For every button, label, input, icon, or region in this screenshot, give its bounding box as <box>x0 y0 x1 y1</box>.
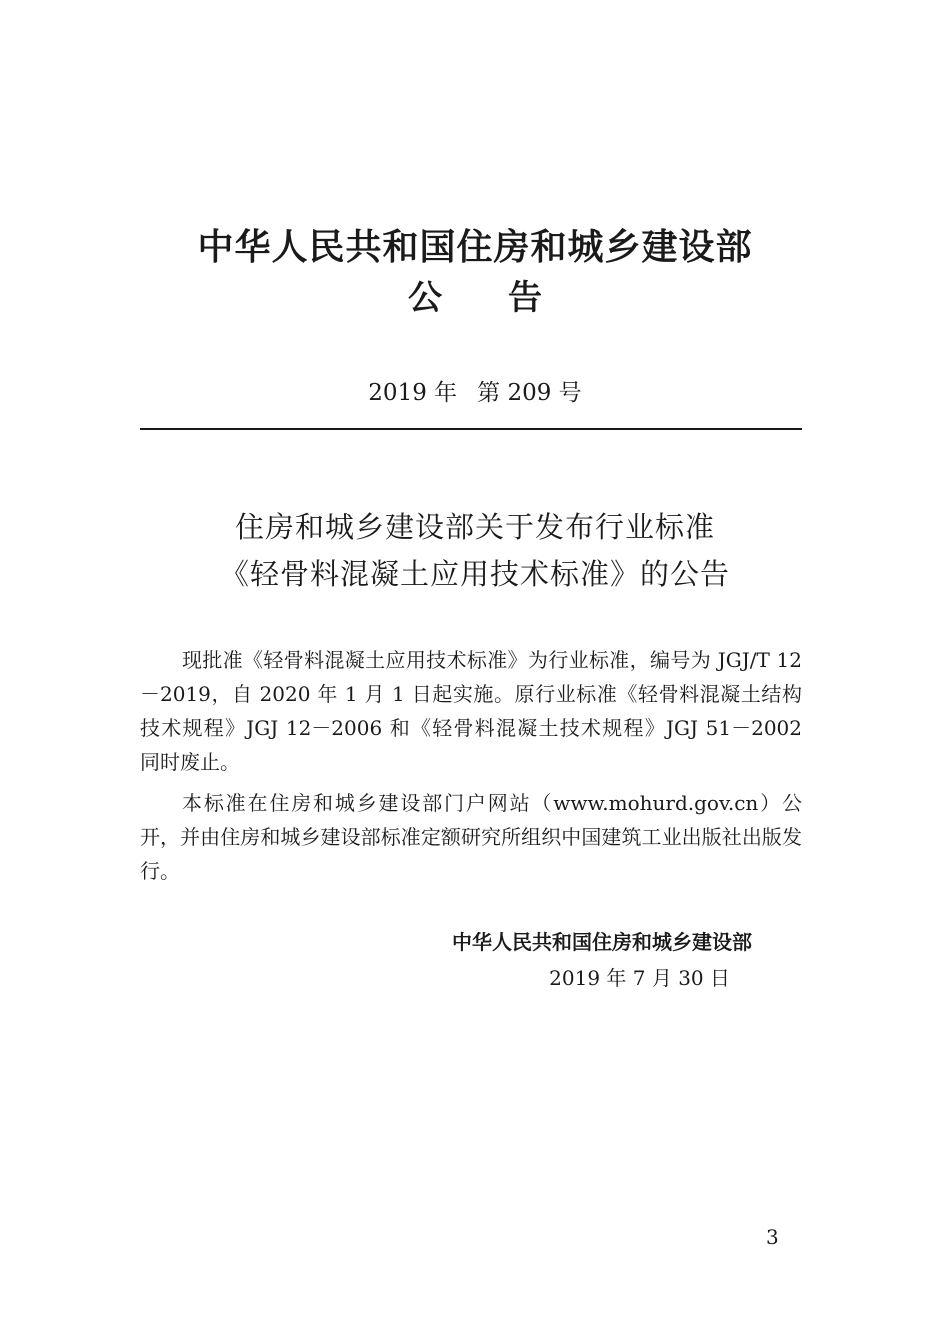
ministry-heading: 中华人民共和国住房和城乡建设部 <box>197 227 753 268</box>
body-paragraph-1: 现批准《轻骨料混凝土应用技术标准》为行业标准，编号为 JGJ/T 12－2019，自 2020 年 1 月 1 日起实施。原行业标准《轻骨料混凝土结构技术规程》JGJ 12－2006 和《轻骨料混凝土技术规程》JGJ 51－2002 同时废止。 <box>140 648 802 774</box>
document-serial: 第 209 号 <box>477 380 582 406</box>
notice-title-line-2: 《轻骨料混凝土应用技术标准》的公告 <box>219 557 730 591</box>
document-number <box>0 377 950 409</box>
announcement-char-1: 公 <box>408 278 442 318</box>
page-number: 3 <box>766 1225 779 1249</box>
document-year: 2019 年 <box>368 380 458 406</box>
notice-title-line-1: 住房和城乡建设部关于发布行业标准 <box>234 510 715 544</box>
announcement-char-2: 告 <box>508 278 542 318</box>
body-paragraph-2: 本标准在住房和城乡建设部门户网站（www.mohurd.gov.cn）公开，并由住房和城乡建设部标准定额研究所组织中国建筑工业出版社出版发行。 <box>140 791 802 883</box>
signature-date: 2019 年 7 月 30 日 <box>549 966 730 990</box>
header-divider <box>140 428 802 430</box>
announcement-heading <box>0 276 950 320</box>
signature-organization: 中华人民共和国住房和城乡建设部 <box>452 930 752 954</box>
